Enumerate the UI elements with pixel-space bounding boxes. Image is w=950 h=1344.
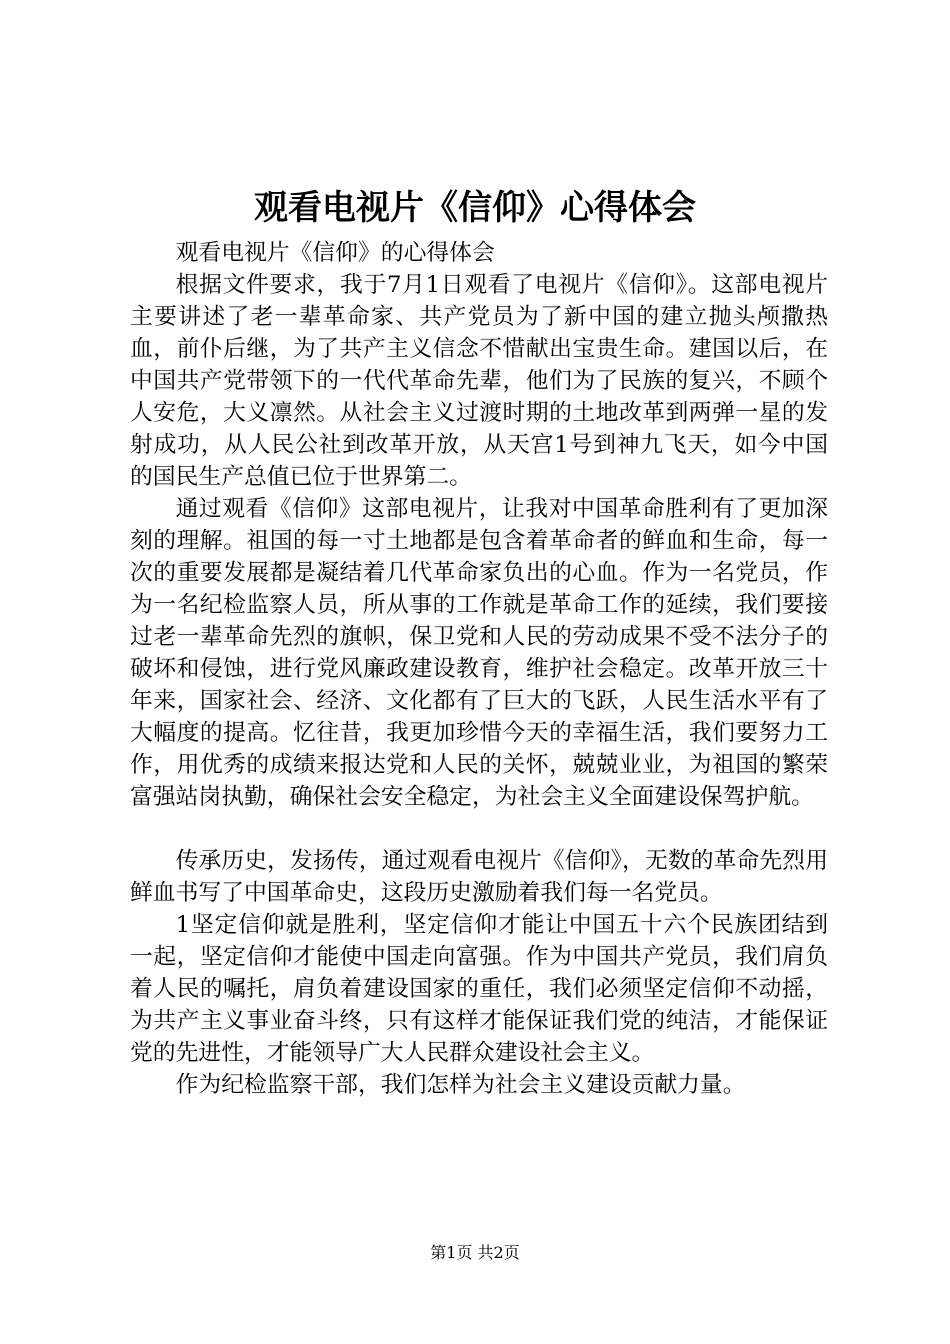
paragraph-belief: 1坚定信仰就是胜利，坚定信仰才能让中国五十六个民族团结到一起，坚定信仰才能使中国走向富强。作为中国共产党员，我们肩负着人民的嘱托，肩负着建设国家的重任，我们必须坚定信仰不动摇，为共产主义事业奋斗终，只有这样才能保证我们党的纯洁，才能保证党的先进性，才能领导广大人民群众建设社会主义。 (130, 912, 828, 1066)
paragraph-heritage: 传承历史，发扬传，通过观看电视片《信仰》，无数的革命先烈用鲜血书写了中国革命史，这段历史激励着我们每一名党员。 (130, 848, 828, 906)
paragraph-intro: 根据文件要求，我于7月1日观看了电视片《信仰》。这部电视片主要讲述了老一辈革命家、共产党员为了新中国的建立抛头颅撒热血，前仆后继，为了共产主义信念不惜献出宝贵生命。建国以后，在中国共产党带领下的一代代革命先辈，他们为了民族的复兴，不顾个人安危，大义凛然。从社会主义过渡时期的土地改革到两弹一星的发射成功，从人民公社到改革开放，从天宫1号到神九飞天，如今中国的国民生产总值已位于世界第二。 (130, 272, 828, 490)
page-footer: 第1页 共2页 (430, 1243, 520, 1262)
paragraph-reflection: 通过观看《信仰》这部电视片，让我对中国革命胜利有了更加深刻的理解。祖国的每一寸土地都是包含着革命者的鲜血和生命，每一次的重要发展都是凝结着几代革命家负出的心血。作为一名党员，作为一名纪检监察人员，所从事的工作就是革命工作的延续，我们要接过老一辈革命先烈的旗帜，保卫党和人民的劳动成果不受不法分子的破坏和侵蚀，进行党风廉政建设教育，维护社会稳定。改革开放三十年来，国家社会、经济、文化都有了巨大的飞跃，人民生活水平有了大幅度的提高。忆往昔，我更加珍惜今天的幸福生活，我们要努力工作，用优秀的成绩来报达党和人民的关怀，兢兢业业，为祖国的繁荣富强站岗执勤，确保社会安全稳定，为社会主义全面建设保驾护航。 (130, 496, 828, 810)
paragraph-subtitle: 观看电视片《信仰》的心得体会 (175, 240, 495, 266)
document-body (130, 237, 828, 1101)
paragraph-question: 作为纪检监察干部，我们怎样为社会主义建设贡献力量。 (175, 1072, 746, 1098)
paragraph-spacer (130, 813, 828, 845)
document-title: 观看电视片《信仰》心得体会 (254, 188, 696, 228)
